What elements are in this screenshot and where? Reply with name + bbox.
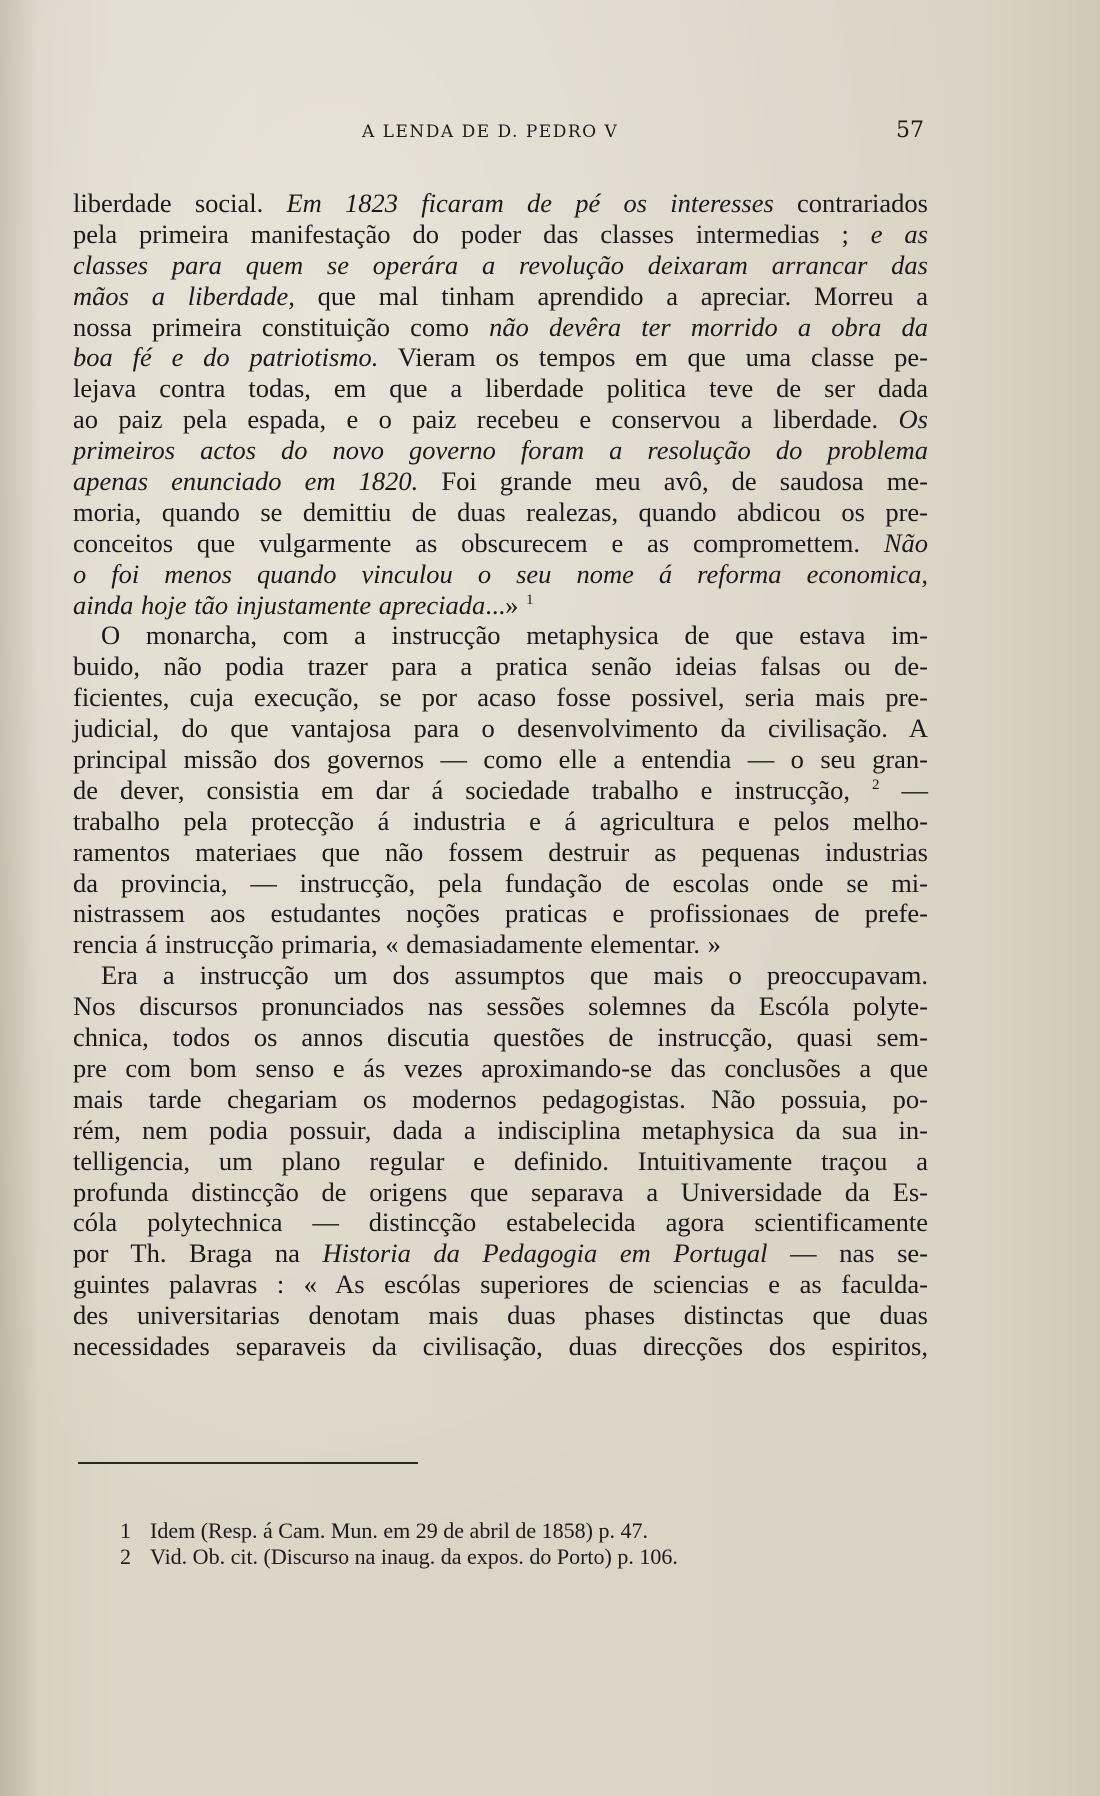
italic-run: Não — [883, 527, 928, 558]
footnotes — [120, 1518, 900, 1570]
italic-run: boa fé e do patriotismo. — [73, 342, 379, 373]
text-line — [73, 1177, 928, 1208]
text-run: buido, não podia trazer para a pratica senão ideias falsas ou de- — [73, 651, 928, 682]
text-line — [73, 1207, 928, 1238]
text-line — [73, 837, 928, 868]
footnote-mark: 1 — [120, 1518, 131, 1543]
text-line — [73, 590, 928, 621]
text-run: judicial, do que vantajosa para o desenvolvimento da civilisação. A — [73, 713, 928, 744]
text-run: Foi grande meu avô, de saudosa me- — [418, 466, 928, 497]
footnote-mark: 2 — [120, 1544, 131, 1569]
text-run: nossa primeira constituição como — [73, 311, 490, 342]
text-run: contrariados — [773, 188, 928, 218]
footnote-ref: 2 — [871, 776, 880, 793]
text-run: — nas se- — [767, 1238, 928, 1269]
text-run: de dever, consistia em dar á sociedade trabalho e instrucção, — [73, 774, 850, 805]
text-run: pre com bom senso e ás vezes aproximando-se das conclusões a que — [73, 1052, 928, 1083]
page-number: 57 — [896, 118, 924, 143]
text-line — [73, 775, 928, 806]
text-run: O monarcha, com a instrucção metaphysica de que estava im- — [101, 620, 928, 651]
text-line — [73, 559, 928, 590]
footnote-text: Idem (Resp. á Cam. Mun. em 29 de abril de 1858) p. 47. — [150, 1518, 648, 1543]
text-line — [73, 898, 928, 929]
text-line — [73, 1022, 928, 1053]
footnote — [120, 1518, 900, 1544]
italic-run: primeiros actos do novo governo foram a resolução do problema — [73, 435, 928, 466]
italic-run: Em 1823 ficaram de pé os interesses — [286, 188, 774, 218]
text-run: — — [879, 774, 929, 805]
text-run: telligencia, um plano regular e definido. Intuitivamente traçou a — [73, 1145, 928, 1176]
text-run: principal missão dos governos — como elle a entendia — o seu gran- — [73, 744, 928, 775]
text-line — [73, 250, 928, 281]
italic-run: Os — [898, 404, 928, 435]
text-run: da provincia, — instrucção, pela fundação de escolas onde se mi- — [73, 867, 928, 898]
text-line — [73, 929, 928, 960]
text-run: lejava contra todas, em que a liberdade politica teve de ser dada — [73, 373, 928, 404]
italic-run: mãos a liberdade, — [73, 280, 295, 311]
text-line — [73, 528, 928, 559]
text-line — [73, 1331, 928, 1362]
footnote-text: Vid. Ob. cit. (Discurso na inaug. da expos. do Porto) p. 106. — [150, 1544, 678, 1569]
text-line — [73, 1146, 928, 1177]
text-line — [73, 281, 928, 312]
text-line — [73, 1269, 928, 1300]
text-line — [73, 404, 928, 435]
text-line — [73, 435, 928, 466]
text-run: que mal tinham aprendido a apreciar. Morreu a — [294, 280, 929, 311]
italic-run: ainda hoje tão injustamente apreciada — [73, 589, 486, 620]
body-text — [73, 188, 928, 1362]
italic-run: o foi menos quando vinculou o seu nome á reforma economica, — [73, 558, 928, 589]
text-line — [73, 1115, 928, 1146]
text-line — [73, 744, 928, 775]
text-line — [73, 868, 928, 899]
text-line — [73, 960, 928, 991]
text-run: por Th. Braga na — [73, 1238, 323, 1269]
text-run: cóla polytechnica — distincção estabelecida agora scientificamente — [73, 1207, 928, 1238]
footnote-ref: 1 — [526, 591, 534, 608]
text-run: Nos discursos pronunciados nas sessões solemnes da Escóla polyte- — [73, 991, 928, 1022]
text-run: conceitos que vulgarmente as obscurecem e as compromettem. — [73, 527, 884, 558]
text-run: rencia á instrucção primaria, « demasiadamente elementar. » — [73, 929, 721, 960]
text-line — [73, 1084, 928, 1115]
text-run: necessidades separaveis da civilisação, duas direcções dos espiritos, — [73, 1330, 928, 1361]
text-line — [73, 1300, 928, 1331]
italic-run: não devêra ter morrido a obra da — [489, 311, 928, 342]
italic-run: e as — [870, 218, 928, 249]
text-run: pela primeira manifestação do poder das classes intermedias ; — [73, 218, 871, 249]
text-line — [73, 1238, 928, 1269]
text-run: Vieram os tempos em que uma classe pe- — [378, 342, 928, 373]
text-run: ramentos materiaes que não fossem destruir as pequenas industrias — [73, 836, 928, 867]
text-line — [73, 991, 928, 1022]
running-title: A LENDA DE D. PEDRO V — [362, 122, 619, 142]
text-line — [73, 497, 928, 528]
text-line — [73, 342, 928, 373]
text-run: Era a instrucção um dos assumptos que mais o preoccupavam. — [101, 960, 928, 991]
text-line — [73, 188, 928, 219]
text-run: guintes palavras : « As escólas superiores de sciencias e as faculda- — [73, 1269, 928, 1300]
text-line — [73, 713, 928, 744]
footnote — [120, 1544, 900, 1570]
text-run: mais tarde chegariam os modernos pedagogistas. Não possuia, po- — [73, 1083, 928, 1114]
italic-run: Historia da Pedagogia em Portugal — [322, 1238, 768, 1269]
text-line — [73, 219, 928, 250]
text-line — [73, 373, 928, 404]
italic-run: apenas enunciado em 1820. — [73, 466, 419, 497]
text-run: trabalho pela protecção á industria e á agricultura e pelos melho- — [73, 805, 928, 836]
text-run: ficientes, cuja execução, se por acaso fosse possivel, seria mais pre- — [73, 682, 928, 713]
text-line — [73, 806, 928, 837]
text-line — [73, 620, 928, 651]
text-run: moria, quando se demittiu de duas realezas, quando abdicou os pre- — [73, 496, 928, 527]
text-run: nistrassem aos estudantes noções praticas e profissionaes de prefe- — [73, 898, 928, 929]
text-run: ao paiz pela espada, e o paiz recebeu e conservou a liberdade. — [73, 404, 899, 435]
text-line — [73, 466, 928, 497]
page-header — [72, 118, 924, 152]
text-run: liberdade social. — [73, 188, 287, 218]
text-run: ...» — [485, 589, 519, 620]
italic-run: classes para quem se operára a revolução deixaram arrancar das — [73, 249, 928, 280]
footnote-divider — [78, 1462, 418, 1464]
text-run: profunda distincção de origens que separava a Universidade da Es- — [73, 1176, 928, 1207]
text-line — [73, 312, 928, 343]
text-run: rém, nem podia possuir, dada a indisciplina metaphysica da sua in- — [73, 1114, 928, 1145]
text-line — [73, 682, 928, 713]
text-run: des universitarias denotam mais duas phases distinctas que duas — [73, 1300, 928, 1331]
text-line — [73, 1053, 928, 1084]
text-run: chnica, todos os annos discutia questões de instrucção, quasi sem- — [73, 1022, 928, 1053]
text-line — [73, 651, 928, 682]
